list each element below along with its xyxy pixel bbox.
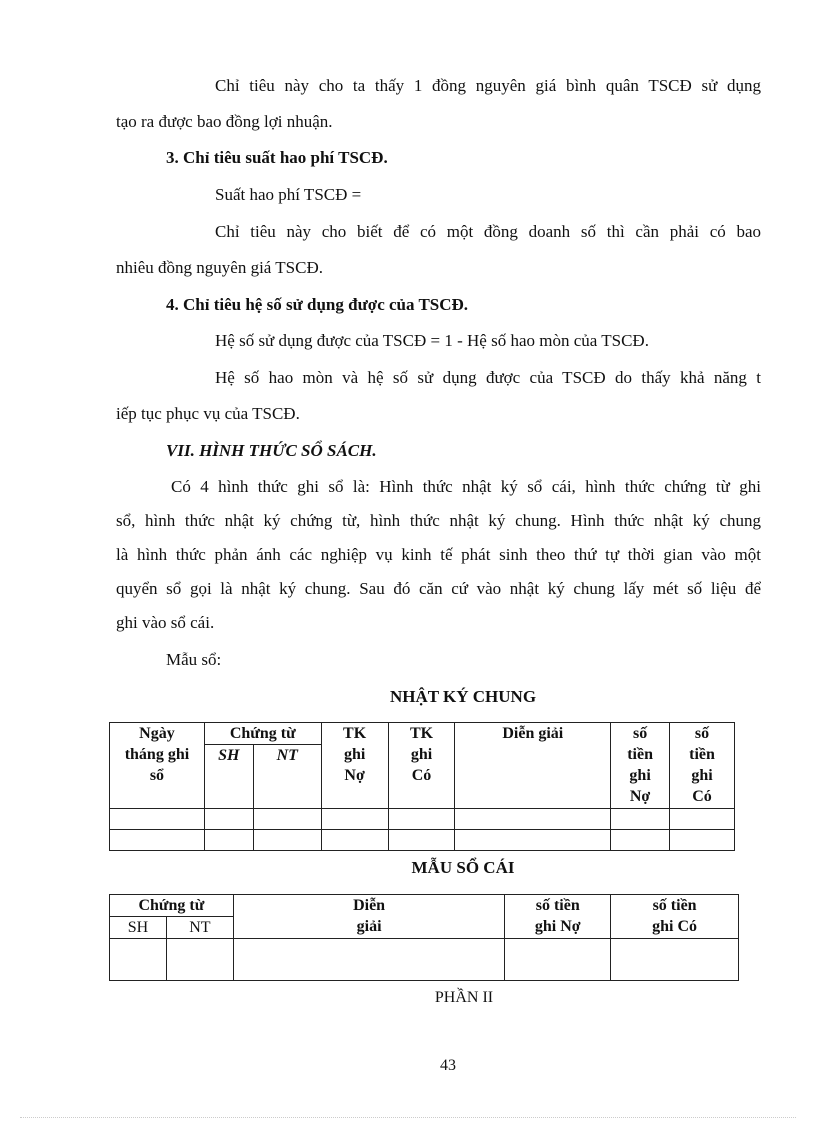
heading-4: 4. Chỉ tiêu hệ số sử dụng được của TSCĐ. (166, 295, 469, 314)
paragraph-7-line-1: Có 4 hình thức ghi sổ là: Hình thức nhật ký sổ cái, hình thức chứng từ ghi (171, 477, 761, 496)
part-label: PHẦN II (434, 989, 494, 1006)
heading-7: VII. HÌNH THỨC SỔ SÁCH. (166, 441, 377, 460)
journal-table (109, 722, 735, 851)
paragraph-7-line-3: là hình thức phản ánh các nghiệp vụ kinh tế phát sinh theo thứ tự thời gian vào một (116, 545, 761, 564)
col-tk-debit-header: TK ghi Nợ (321, 723, 388, 809)
ledger-col-sh-header: SH (110, 917, 167, 939)
ledger-col-description-header: Diễn giải (233, 895, 505, 939)
table-row (110, 809, 735, 830)
col-voucher-header: Chứng từ (204, 723, 321, 745)
table1-title: NHẬT KÝ CHUNG (389, 687, 537, 706)
paragraph-3-line-1: Chỉ tiêu này cho biết để có một đồng doanh số thì cần phải có bao (215, 222, 761, 241)
col-nt-header: NT (253, 745, 321, 809)
paragraph-3-line-2: nhiêu đồng nguyên giá TSCĐ. (116, 258, 323, 277)
paragraph-1-line-2: tạo ra được bao đồng lợi nhuận. (116, 112, 333, 131)
paragraph-7-line-2: sổ, hình thức nhật ký chứng từ, hình thức nhật ký chung. Hình thức nhật ký chung (116, 511, 761, 530)
ledger-col-credit-header: số tiền ghi Có (611, 895, 739, 939)
table-row (110, 830, 735, 851)
heading-3: 3. Chỉ tiêu suất hao phí TSCĐ. (166, 148, 388, 167)
paragraph-4-line-2: iếp tục phục vụ của TSCĐ. (116, 404, 300, 423)
table-row (110, 939, 739, 981)
page-number: 43 (440, 1057, 456, 1074)
ledger-col-debit-header: số tiền ghi Nợ (505, 895, 611, 939)
ledger-col-voucher-header: Chứng từ (110, 895, 234, 917)
paragraph-1-line-1: Chỉ tiêu này cho ta thấy 1 đồng nguyên giá bình quân TSCĐ sử dụng (215, 76, 761, 95)
ledger-col-nt-header: NT (166, 917, 233, 939)
col-sh-header: SH (204, 745, 253, 809)
paragraph-4-line-1: Hệ số hao mòn và hệ số sử dụng được của TSCĐ do thấy khả năng t (215, 368, 761, 387)
ledger-table (109, 894, 739, 981)
sample-label: Mẫu sổ: (166, 650, 222, 669)
paragraph-7-line-5: ghi vào sổ cái. (116, 613, 215, 632)
col-debit-amount-header: số tiền ghi Nợ (611, 723, 670, 809)
table2-title: MẪU SỔ CÁI (411, 858, 515, 877)
col-date-header: Ngày tháng ghi sổ (110, 723, 205, 809)
paragraph-7-line-4: quyển sổ gọi là nhật ký chung. Sau đó căn cứ vào nhật ký chung lấy mét số liệu để (116, 579, 761, 598)
formula-3: Suất hao phí TSCĐ = (215, 185, 362, 204)
col-description-header: Diễn giải (455, 723, 611, 809)
formula-4: Hệ số sử dụng được của TSCĐ = 1 - Hệ số hao mòn của TSCĐ. (215, 331, 649, 350)
col-tk-credit-header: TK ghi Có (388, 723, 455, 809)
footer-divider (20, 1117, 796, 1118)
col-credit-amount-header: số tiền ghi Có (670, 723, 735, 809)
